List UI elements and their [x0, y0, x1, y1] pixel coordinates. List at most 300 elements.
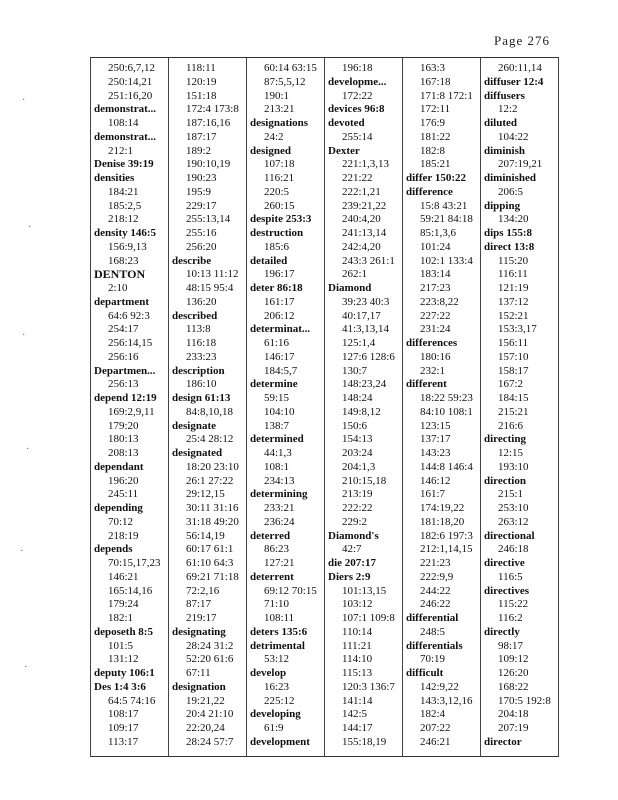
index-term: designations — [250, 117, 309, 129]
page-line-reference: 165:14,16 — [108, 584, 153, 597]
page-line-reference: 262:1 — [342, 268, 368, 281]
page-line-reference: 61:16 — [264, 337, 290, 349]
page-line-reference: 187:17 — [186, 130, 217, 143]
page-line-reference: 236:24 — [264, 515, 295, 528]
index-term: deterrent — [250, 570, 294, 583]
page-line-reference: 153:3,17 — [498, 323, 537, 336]
index-term: density 146:5 — [94, 227, 157, 239]
page-line-reference: 184:5,7 — [264, 364, 298, 377]
page-line-reference: 195:9 — [186, 185, 212, 198]
page-line-reference: 189:2 — [186, 144, 212, 157]
page-line-reference: 229:2 — [342, 515, 368, 528]
index-term: depends — [94, 543, 133, 556]
page-line-reference: 104:22 — [498, 130, 529, 143]
page-line-reference: 245:11 — [108, 488, 139, 501]
page-line-reference: 44:1,3 — [264, 447, 292, 459]
page-line-reference: 18:22 59:23 — [420, 392, 473, 404]
page-line-reference: 114:10 — [342, 653, 373, 666]
page-line-reference: 108:14 — [108, 117, 139, 129]
page-line-reference: 69:12 70:15 — [264, 584, 317, 597]
page-line-reference: 84:10 108:1 — [420, 405, 473, 418]
index-term: design 61:13 — [172, 392, 231, 404]
page-line-reference: 146:12 — [420, 474, 451, 487]
page-line-reference: 254:17 — [108, 323, 139, 336]
index-term: deputy 106:1 — [94, 667, 155, 679]
page-line-reference: 86:23 — [264, 543, 290, 556]
page-line-reference: 255:13,14 — [186, 213, 231, 226]
page-line-reference: 125:1,4 — [342, 337, 376, 349]
index-term: Denise 39:19 — [94, 158, 154, 171]
page-line-reference: 167:2 — [498, 378, 524, 391]
page-line-reference: 213:21 — [264, 103, 295, 116]
page-line-reference: 212:1,14,15 — [420, 543, 473, 556]
scan-speck: · — [28, 222, 32, 233]
page-line-reference: 116:18 — [186, 337, 217, 349]
page-line-reference: 52:20 61:6 — [186, 653, 234, 666]
page-line-reference: 182:1 — [108, 612, 134, 624]
page-line-reference: 190:10,19 — [186, 158, 231, 171]
page-line-reference: 28:24 57:7 — [186, 735, 234, 748]
index-term: differentials — [406, 639, 463, 652]
page-line-reference: 143:23 — [420, 447, 451, 459]
page-line-reference: 48:15 95:4 — [186, 282, 234, 294]
page-line-reference: 187:16,16 — [186, 117, 231, 129]
page-line-reference: 212:1 — [108, 144, 134, 157]
page-line-reference: 25:4 28:12 — [186, 433, 234, 446]
page-line-reference: 250:6,7,12 — [108, 62, 156, 74]
page-line-reference: 172:4 173:8 — [186, 103, 239, 116]
page-line-reference: 220:5 — [264, 185, 290, 198]
index-term: deposeth 8:5 — [94, 625, 153, 638]
page-line-reference: 144:8 146:4 — [420, 460, 473, 473]
page-line-reference: 218:19 — [108, 529, 139, 542]
index-term: determining — [250, 488, 308, 501]
page-line-reference: 176:9 — [420, 117, 446, 129]
index-term: direct 13:8 — [484, 240, 535, 253]
page-line-reference: 64:5 74:16 — [108, 694, 156, 707]
page-line-reference: 149:8,12 — [342, 405, 381, 418]
page-line-reference: 144:17 — [342, 722, 373, 734]
page-line-reference: 227:22 — [420, 309, 451, 322]
page-line-reference: 234:13 — [264, 474, 295, 487]
page-line-reference: 168:22 — [498, 680, 529, 693]
page-line-reference: 215:1 — [498, 488, 524, 501]
page-line-reference: 241:13,14 — [342, 227, 387, 239]
page-line-reference: 203:24 — [342, 447, 373, 459]
page-line-reference: 87:5,5,12 — [264, 75, 306, 88]
page-line-reference: 233:21 — [264, 502, 295, 514]
page-line-reference: 115:22 — [498, 598, 529, 611]
page-line-reference: 163:3 — [420, 62, 446, 74]
page-line-reference: 170:5 192:8 — [498, 694, 551, 707]
index-term: director — [484, 735, 522, 748]
page-line-reference: 15:8 43:21 — [420, 199, 468, 212]
index-term: deterred — [250, 529, 291, 542]
index-term: deters 135:6 — [250, 625, 308, 638]
index-term: department — [94, 295, 149, 308]
page-line-reference: 222:22 — [342, 502, 373, 514]
page-line-reference: 157:10 — [498, 350, 529, 363]
page-line-reference: 246:21 — [420, 735, 451, 748]
page-line-reference: 242:4,20 — [342, 240, 381, 253]
page-line-reference: 72:2,16 — [186, 584, 220, 597]
page-line-reference: 59:21 84:18 — [420, 213, 473, 226]
index-term: described — [172, 309, 218, 322]
page-line-reference: 185:21 — [420, 158, 451, 171]
page-line-reference: 137:17 — [420, 433, 451, 446]
page-line-reference: 239:21,22 — [342, 199, 387, 212]
page-line-reference: 137:12 — [498, 295, 529, 308]
page-line-reference: 161:7 — [420, 488, 446, 501]
page-line-reference: 116:5 — [498, 570, 523, 583]
page-line-reference: 24:2 — [264, 130, 284, 143]
index-term: designate — [172, 419, 216, 432]
page-line-reference: 168:23 — [108, 254, 139, 267]
page-line-reference: 190:1 — [264, 89, 290, 102]
page-line-reference: 169:2,9,11 — [108, 405, 155, 418]
page-line-reference: 113:17 — [108, 735, 139, 748]
page-line-reference: 70:12 — [108, 515, 134, 528]
page-line-reference: 59:15 — [264, 392, 290, 404]
page-line-reference: 185:6 — [264, 240, 290, 253]
page-line-reference: 174:19,22 — [420, 502, 465, 514]
index-term: determined — [250, 433, 304, 446]
page-line-reference: 108:1 — [264, 460, 290, 473]
index-term: difficult — [406, 667, 444, 679]
scan-speck: · — [26, 444, 30, 455]
index-column-6 — [481, 58, 558, 756]
index-term: deter 86:18 — [250, 282, 303, 294]
page-line-reference: 240:4,20 — [342, 213, 381, 226]
page-line-reference: 109:12 — [498, 653, 529, 666]
page-line-reference: 246:22 — [420, 598, 451, 611]
index-term: diluted — [484, 117, 518, 129]
page-line-reference: 155:18,19 — [342, 735, 387, 748]
scan-speck: · — [24, 662, 28, 673]
page-line-reference: 85:1,3,6 — [420, 227, 457, 239]
page-line-reference: 256:16 — [108, 350, 139, 363]
page-line-reference: 18:20 23:10 — [186, 460, 239, 473]
page-line-reference: 127:6 128:6 — [342, 350, 395, 363]
page-line-reference: 60:14 63:15 — [264, 62, 317, 74]
page-line-reference: 250:14,21 — [108, 75, 153, 88]
page-line-reference: 142:9,22 — [420, 680, 459, 693]
index-term: detailed — [250, 254, 288, 267]
index-term: designed — [250, 144, 291, 157]
page-line-reference: 101:24 — [420, 240, 451, 253]
index-term: detrimental — [250, 639, 305, 652]
page-line-reference: 206:5 — [498, 185, 524, 198]
page-line-reference: 183:14 — [420, 268, 451, 281]
page-line-reference: 182:8 — [420, 144, 446, 157]
index-term: determinat... — [250, 323, 311, 336]
index-column-4 — [325, 58, 403, 756]
page-line-reference: 207:19,21 — [498, 158, 543, 171]
page-line-reference: 179:24 — [108, 598, 139, 611]
page-line-reference: 28:24 31:2 — [186, 639, 234, 652]
page-number: Page 276 — [494, 33, 551, 48]
page-line-reference: 148:24 — [342, 392, 373, 404]
page-line-reference: 107:18 — [264, 158, 295, 171]
page-line-reference: 148:23,24 — [342, 378, 387, 391]
index-term: Departmen... — [94, 364, 156, 377]
index-term: demonstrat... — [94, 103, 157, 116]
page-line-reference: 143:3,12,16 — [420, 694, 473, 707]
page-line-reference: 190:23 — [186, 172, 217, 184]
page-line-reference: 113:8 — [186, 323, 211, 336]
index-term: diminished — [484, 172, 536, 184]
page-line-reference: 154:13 — [342, 433, 373, 446]
page-line-reference: 115:20 — [498, 254, 529, 267]
page-line-reference: 150:6 — [342, 419, 368, 432]
page-line-reference: 217:23 — [420, 282, 451, 294]
page-line-reference: 40:17,17 — [342, 309, 381, 322]
scan-speck: · — [22, 95, 26, 106]
index-term: direction — [484, 474, 526, 487]
page-line-reference: 61:9 — [264, 722, 284, 734]
page-line-reference: 193:10 — [498, 460, 529, 473]
page-line-reference: 196:18 — [342, 62, 373, 74]
page-line-reference: 229:17 — [186, 199, 217, 212]
page-line-reference: 30:11 31:16 — [186, 502, 239, 514]
page-line-reference: 16:23 — [264, 680, 290, 693]
page-line-reference: 127:21 — [264, 557, 295, 569]
page-line-reference: 108:11 — [264, 612, 295, 624]
page-line-reference: 253:10 — [498, 502, 529, 514]
page-line-reference: 12:2 — [498, 103, 518, 116]
page-line-reference: 248:5 — [420, 625, 446, 638]
page-line-reference: 161:17 — [264, 295, 295, 308]
index-term: die 207:17 — [328, 557, 376, 569]
index-term: different — [406, 378, 447, 391]
index-term: dipping — [484, 199, 521, 212]
page-line-reference: 152:21 — [498, 309, 529, 322]
page-line-reference: 180:13 — [108, 433, 139, 446]
page-line-reference: 98:17 — [498, 639, 524, 652]
page-line-reference: 26:1 27:22 — [186, 474, 234, 487]
page-line-reference: 263:12 — [498, 515, 529, 528]
page-line-reference: 223:8,22 — [420, 295, 459, 308]
index-term: description — [172, 364, 225, 377]
page-line-reference: 115:13 — [342, 667, 373, 679]
page-line-reference: 110:14 — [342, 625, 373, 638]
page-line-reference: 156:11 — [498, 337, 529, 349]
page-line-reference: 251:16,20 — [108, 89, 153, 102]
index-column-2 — [169, 58, 247, 756]
page-line-reference: 184:15 — [498, 392, 529, 404]
page-line-reference: 172:22 — [342, 89, 373, 102]
page-line-reference: 207:19 — [498, 722, 529, 734]
page-line-reference: 61:10 64:3 — [186, 557, 234, 569]
index-term: determine — [250, 378, 298, 391]
page-line-reference: 136:20 — [186, 295, 217, 308]
word-index-table — [90, 57, 559, 757]
page-line-reference: 260:15 — [264, 199, 295, 212]
index-term: Dexter — [328, 144, 360, 157]
page-line-reference: 131:12 — [108, 653, 139, 666]
index-term: densities — [94, 172, 135, 184]
page-line-reference: 221:23 — [420, 557, 451, 569]
page-line-reference: 182:6 197:3 — [420, 529, 473, 542]
page-line-reference: 218:12 — [108, 213, 139, 226]
scan-speck: · — [20, 546, 24, 557]
page-line-reference: 222:1,21 — [342, 185, 381, 198]
index-term: differences — [406, 337, 458, 349]
page-line-reference: 101:13,15 — [342, 584, 387, 597]
page-line-reference: 70:15,17,23 — [108, 557, 161, 569]
index-term: demonstrat... — [94, 130, 157, 143]
page-line-reference: 39:23 40:3 — [342, 295, 390, 308]
page-line-reference: 181:22 — [420, 130, 451, 143]
page-line-reference: 87:17 — [186, 598, 212, 611]
index-term: diffuser 12:4 — [484, 75, 544, 88]
index-term: directional — [484, 529, 535, 542]
page-line-reference: 70:19 — [420, 653, 446, 666]
page-line-reference: 56:14,19 — [186, 529, 225, 542]
page-line-reference: 146:21 — [108, 570, 139, 583]
page-line-reference: 108:17 — [108, 708, 139, 721]
page-line-reference: 206:12 — [264, 309, 295, 322]
index-column-5 — [403, 58, 481, 756]
index-term: directing — [484, 433, 526, 446]
index-term: dips 155:8 — [484, 227, 532, 239]
index-term: despite 253:3 — [250, 213, 312, 226]
page-line-reference: 64:6 92:3 — [108, 309, 150, 322]
index-term: Diers 2:9 — [328, 570, 371, 583]
index-term: designation — [172, 680, 226, 693]
index-term: devices 96:8 — [328, 103, 385, 116]
page-line-reference: 255:14 — [342, 130, 373, 143]
page-line-reference: 231:24 — [420, 323, 451, 336]
index-term: destruction — [250, 227, 304, 239]
index-term: dependant — [94, 460, 144, 473]
page-line-reference: 219:17 — [186, 612, 217, 624]
page-line-reference: 41:3,13,14 — [342, 323, 390, 336]
page-line-reference: 196:17 — [264, 268, 295, 281]
index-term: designated — [172, 447, 223, 459]
page-line-reference: 204:1,3 — [342, 460, 376, 473]
index-column-1 — [91, 58, 169, 756]
index-term: develop — [250, 667, 287, 679]
page-line-reference: 116:11 — [498, 268, 528, 281]
index-term: developme... — [328, 75, 387, 88]
index-term: Des 1:4 3:6 — [94, 680, 146, 693]
index-term: directives — [484, 584, 530, 597]
page-line-reference: 204:18 — [498, 708, 529, 721]
page-line-reference: 31:18 49:20 — [186, 515, 239, 528]
page-line-reference: 19:21,22 — [186, 694, 225, 707]
index-column-3 — [247, 58, 325, 756]
page-line-reference: 120:3 136:7 — [342, 680, 395, 693]
page-line-reference: 10:13 11:12 — [186, 268, 239, 281]
page-line-reference: 256:20 — [186, 240, 217, 253]
page-line-reference: 84:8,10,18 — [186, 405, 234, 418]
index-term: depending — [94, 502, 143, 514]
page-line-reference: 2:10 — [108, 282, 128, 294]
index-term: directly — [484, 625, 520, 638]
index-term: differential — [406, 612, 459, 624]
page-line-reference: 134:20 — [498, 213, 529, 226]
page-line-reference: 196:20 — [108, 474, 139, 487]
page-line-reference: 256:13 — [108, 378, 139, 391]
index-term: devoted — [328, 117, 365, 129]
page-line-reference: 171:8 172:1 — [420, 89, 473, 102]
page-line-reference: 12:15 — [498, 447, 524, 459]
page-line-reference: 146:17 — [264, 350, 295, 363]
page-line-reference: 123:15 — [420, 419, 451, 432]
page-line-reference: 246:18 — [498, 543, 529, 556]
page-line-reference: 130:7 — [342, 364, 368, 377]
page-line-reference: 158:17 — [498, 364, 529, 377]
page-line-reference: 29:12,15 — [186, 488, 225, 501]
page-line-reference: 53:12 — [264, 653, 290, 666]
index-term: diffusers — [484, 89, 525, 102]
page-line-reference: 141:14 — [342, 694, 373, 707]
page-line-reference: 103:12 — [342, 598, 373, 611]
page-line-reference: 67:11 — [186, 667, 211, 679]
page-line-reference: 244:22 — [420, 584, 451, 597]
index-term: DENTON — [94, 268, 146, 282]
index-term: describe — [172, 254, 212, 267]
page-line-reference: 185:2,5 — [108, 199, 142, 212]
page-line-reference: 221:1,3,13 — [342, 158, 390, 171]
page-line-reference: 116:21 — [264, 172, 295, 184]
page-line-reference: 69:21 71:18 — [186, 570, 239, 583]
page-line-reference: 102:1 133:4 — [420, 254, 473, 267]
page-line-reference: 221:22 — [342, 172, 373, 184]
page-line-reference: 184:21 — [108, 185, 139, 198]
page-line-reference: 215:21 — [498, 405, 529, 418]
page-line-reference: 255:16 — [186, 227, 217, 239]
page-line-reference: 232:1 — [420, 364, 446, 377]
page-line-reference: 181:18,20 — [420, 515, 465, 528]
page-line-reference: 138:7 — [264, 419, 290, 432]
page-line-reference: 118:11 — [186, 62, 216, 74]
page-line-reference: 207:22 — [420, 722, 451, 734]
page-line-reference: 179:20 — [108, 419, 139, 432]
page-line-reference: 172:11 — [420, 103, 451, 116]
index-term: developing — [250, 708, 301, 721]
page-line-reference: 260:11,14 — [498, 62, 542, 74]
page-line-reference: 151:18 — [186, 89, 217, 102]
page-line-reference: 116:2 — [498, 612, 523, 624]
page-line-reference: 109:17 — [108, 722, 139, 734]
page-line-reference: 180:16 — [420, 350, 451, 363]
page-line-reference: 233:23 — [186, 350, 217, 363]
index-term: difference — [406, 185, 453, 198]
page-line-reference: 167:18 — [420, 75, 451, 88]
index-term: directive — [484, 557, 525, 569]
page-line-reference: 208:13 — [108, 447, 139, 459]
page-line-reference: 111:21 — [342, 639, 372, 652]
scan-speck: · — [22, 330, 26, 341]
page-line-reference: 60:17 61:1 — [186, 543, 234, 556]
page-line-reference: 20:4 21:10 — [186, 708, 234, 721]
page-line-reference: 213:19 — [342, 488, 373, 501]
index-term: Diamond's — [328, 529, 379, 542]
page-line-reference: 71:10 — [264, 598, 290, 611]
page-line-reference: 182:4 — [420, 708, 446, 721]
index-term: differ 150:22 — [406, 172, 466, 184]
page-line-reference: 256:14,15 — [108, 337, 153, 349]
page-line-reference: 107:1 109:8 — [342, 612, 395, 624]
page-line-reference: 156:9,13 — [108, 240, 147, 253]
page-line-reference: 222:9,9 — [420, 570, 454, 583]
index-term: depend 12:19 — [94, 392, 157, 404]
page-line-reference: 243:3 261:1 — [342, 254, 395, 267]
page-line-reference: 101:5 — [108, 639, 134, 652]
page-line-reference: 42:7 — [342, 543, 362, 556]
